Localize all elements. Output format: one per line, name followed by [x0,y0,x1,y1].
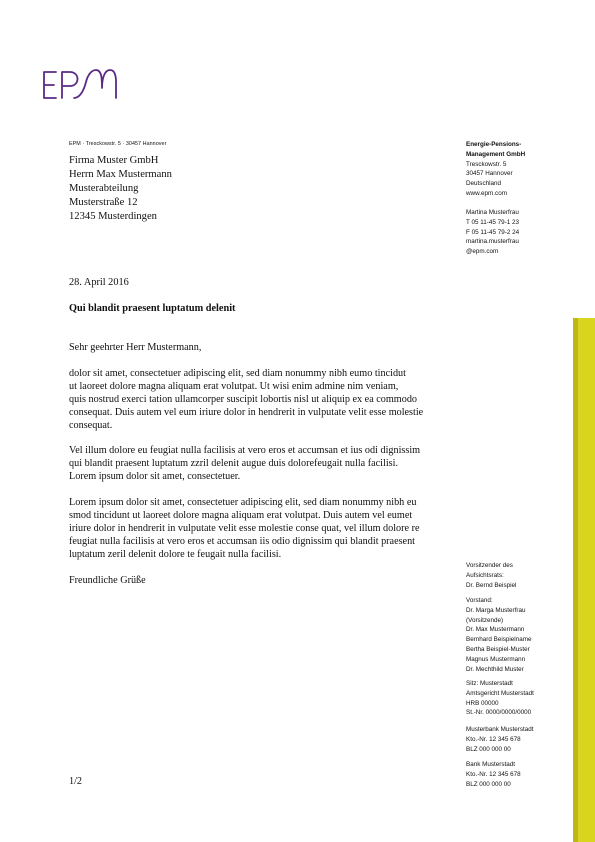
body-paragraph [69,368,469,433]
body-line: qui blandit praesent luptatum zzril delenit augue duis dolorefeugait nulla facilisi. [69,458,399,470]
sidebar-bank-details [466,725,534,754]
sidebar-contact [466,208,519,257]
contact-phone: T 05 11-45 79-1 23 [466,218,519,226]
body-line: luptatum zeril delenit dolore te feugait nulla facilisi. [69,548,282,560]
sidebar-company [466,140,525,199]
accent-bar-edge [573,318,578,842]
company-name-line: Energie-Pensions- [466,141,522,148]
recipient-line: Herrn Max Mustermann [69,169,172,180]
body-line: consequat. Duis autem vel eum iriure dolor in hendrerit in vulputate velit esse molestie [69,406,424,418]
contact-name: Martina Musterfrau [466,209,519,216]
sidebar-line: Dr. Marga Musterfrau [466,606,526,614]
sender-return-address: EPM · Tresckowstr. 5 · 30457 Hannover [69,141,167,147]
sidebar-line: Vorsitzender des [466,562,513,569]
body-line: iriure dolor in hendrerit in vulputate velit esse molestie conse quat, vel illum dolore re [69,522,420,534]
recipient-line: Musterabteilung [69,183,139,194]
body-line: feugiat nulla facilisis at vero eros et accumsan iis odio dignissim qui blandit praesent [69,535,416,547]
sidebar-line: Bertha Beispiel-Muster [466,645,530,653]
company-address-line: Deutschland [466,180,502,188]
sidebar-line: (Vorsitzende) [466,616,504,624]
sidebar-line: Kto.-Nr. 12 345 678 [466,735,521,743]
letter-subject: Qui blandit praesent luptatum delenit [69,303,236,314]
recipient-line: 12345 Musterdingen [69,211,157,222]
body-line: Lorem ipsum dolor sit amet, consectetuer adipiscing elit, sed diam nonummy nibh eu [69,497,417,509]
epm-logo [40,60,120,102]
sidebar-line: Sitz: Musterstadt [466,680,513,687]
body-line: Vel illum dolore eu feugiat nulla facilisis at vero eros et accumsan et ius odi dignissim [69,445,421,457]
recipient-line: Firma Muster GmbH [69,155,159,166]
sidebar-line: Dr. Max Mustermann [466,626,525,634]
sidebar-line: Amtsgericht Musterstadt [466,689,534,697]
company-website: www.epm.com [466,189,507,197]
sidebar-line: Bernhard Beispielname [466,636,532,644]
body-line: dolor sit amet, consectetuer adipiscing elit, sed diam nonummy nibh eumo tincidut [69,367,406,379]
contact-email: @epm.com [466,248,499,256]
salutation: Sehr geehrter Herr Mustermann, [69,342,202,353]
sidebar-line: Aufsichtsrats: [466,571,504,579]
body-paragraph [69,497,469,562]
sidebar-line: BLZ 000 000 00 [466,745,511,753]
sidebar-line: Dr. Bernd Beispiel [466,581,517,589]
sidebar-bank-details [466,760,521,789]
sidebar-line: St.-Nr. 0000/0000/0000 [466,709,532,717]
letter-body [69,342,469,575]
sidebar-registered-office [466,679,534,718]
body-line: smod tincidunt ut laoreet dolore magna aliquam erat volutpat. Duis autem vel eumet [69,510,413,522]
sidebar-line: Vorstand: [466,597,493,604]
contact-fax: F 05 11-45 79-2 24 [466,228,520,236]
body-line: ut laoreet dolore magna aliquam erat volutpat. Ut wisi enim admine nim veniam, [69,380,399,392]
company-name-line: Management GmbH [466,150,526,158]
sidebar-line: Musterbank Musterstadt [466,726,534,733]
sidebar-line: HRB 00000 [466,699,499,707]
contact-email: martina.musterfrau [466,238,519,246]
body-line: Lorem ipsum dolor sit amet, consectetuer. [69,471,241,483]
body-paragraph [69,445,469,484]
letter-date: 28. April 2016 [69,277,129,288]
sidebar-supervisory-board [466,561,516,590]
sidebar-management-board [466,596,531,674]
company-address-line: 30457 Hannover [466,170,513,178]
sidebar-line: Kto.-Nr. 12 345 678 [466,770,521,778]
accent-bar [573,318,595,842]
sidebar-line: Magnus Mustermann [466,655,526,663]
recipient-address [69,154,172,224]
body-line: quis nostrud exerci tation ullamcorper suscipit lobortis nisl ut aliquip ex ea commodo [69,393,418,405]
sidebar-line: Bank Musterstadt [466,761,515,768]
sidebar-line: Dr. Mechthild Muster [466,665,524,673]
recipient-line: Musterstraße 12 [69,197,138,208]
company-address-line: Tresckowstr. 5 [466,160,507,168]
closing: Freundliche Grüße [69,575,146,586]
page-number: 1/2 [69,776,83,787]
sidebar-line: BLZ 000 000 00 [466,780,511,788]
body-line: consequat. [69,419,113,431]
